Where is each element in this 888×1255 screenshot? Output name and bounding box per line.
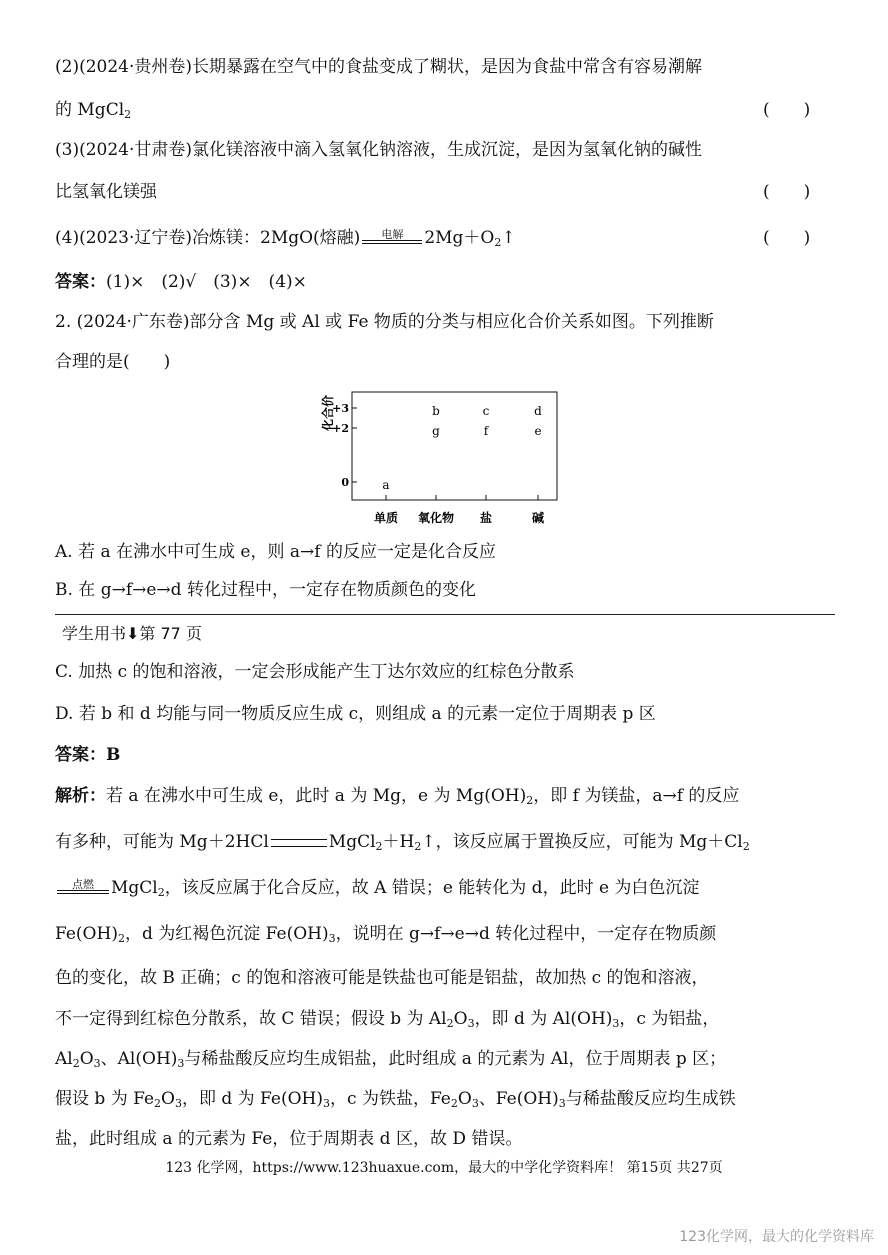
data-point-b: b bbox=[432, 404, 440, 418]
x-tick-label: 碱 bbox=[531, 511, 545, 525]
page-footer: 123 化学网，https://www.123huaxue.com，最大的中学化学资料库！ 第15页 共27页 bbox=[165, 1160, 723, 1176]
q2-answer: 答案：B bbox=[55, 745, 121, 765]
q2-stem-line2: 合理的是( ) bbox=[55, 352, 171, 372]
q1-item3-answer-blank: ( ) bbox=[763, 182, 811, 202]
q1-item2-line2: 的 MgCl$_2$ bbox=[55, 100, 132, 121]
page-marker: 学生用书⬇第 77 页 bbox=[62, 624, 202, 643]
q2-option-c: C. 加热 c 的饱和溶液，一定会形成能产生丁达尔效应的红棕色分散系 bbox=[55, 662, 575, 682]
analysis-line-6: 不一定得到红棕色分散系，故 C 错误；假设 b 为 $Al_2O_3$，即 d 为 $Al(OH)_3$，c 为铝盐， bbox=[55, 1009, 720, 1030]
q1-answer: 答案：(1)× (2)√ (3)× (4)× bbox=[55, 272, 307, 292]
q2-stem-line1: 2. (2024·广东卷)部分含 Mg 或 Al 或 Fe 物质的分类与相应化合价关系如图。下列推断 bbox=[55, 312, 714, 332]
q1-item2-line1: (2)(2024·贵州卷)长期暴露在空气中的食盐变成了糊状，是因为食盐中常含有容易潮解 bbox=[55, 57, 703, 77]
analysis-line-1: 解析：若 a 在沸水中可生成 e，此时 a 为 Mg，e 为 $Mg(OH)_2$，即 f 为镁盐，a→f 的反应 bbox=[55, 786, 740, 807]
y-tick-label: 0 bbox=[341, 476, 349, 489]
data-point-e: e bbox=[534, 424, 542, 438]
q2-option-b: B. 在 g→f→e→d 转化过程中，一定存在物质颜色的变化 bbox=[55, 580, 476, 600]
x-tick-label: 单质 bbox=[373, 511, 399, 525]
q2-option-a: A. 若 a 在沸水中可生成 e，则 a→f 的反应一定是化合反应 bbox=[55, 542, 496, 562]
watermark: 123化学网，最大的化学资料库 bbox=[679, 1229, 874, 1245]
valence-chart bbox=[310, 388, 570, 530]
analysis-line-8: 假设 b 为 $Fe_2O_3$，即 d 为 $Fe(OH)_3$，c 为铁盐，$Fe_2O_3$、$Fe(OH)_3$与稀盐酸反应均生成铁 bbox=[55, 1089, 736, 1110]
data-point-g: g bbox=[432, 424, 440, 438]
q1-item3-line2: 比氢氧化镁强 bbox=[55, 182, 157, 202]
data-point-a: a bbox=[382, 478, 390, 492]
analysis-line-4: $Fe(OH)_2$，d 为红褐色沉淀 $Fe(OH)_3$，说明在 g→f→e→d 转化过程中，一定存在物质颜 bbox=[55, 924, 717, 945]
q1-item3-line1: (3)(2024·甘肃卷)氯化镁溶液中滴入氢氧化钠溶液，生成沉淀，是因为氢氧化钠的碱性 bbox=[55, 140, 703, 160]
data-point-c: c bbox=[482, 404, 490, 418]
q1-item4: (4)(2023·辽宁卷)冶炼镁：2MgO(熔融) 电解 $2Mg+O_2↑$ bbox=[55, 227, 516, 249]
analysis-line-5: 色的变化，故 B 正确；c 的饱和溶液可能是铁盐也可能是铝盐，故加热 c 的饱和溶液， bbox=[55, 968, 709, 988]
q1-item4-answer-blank: ( ) bbox=[763, 228, 811, 248]
data-point-f: f bbox=[483, 424, 489, 438]
q1-item2-answer-blank: ( ) bbox=[763, 100, 811, 120]
analysis-line-2: 有多种，可能为 Mg＋2HCl $MgCl_2+H_2↑$，该反应属于置换反应，可能为 $Mg+Cl_2$ bbox=[55, 832, 750, 853]
y-tick-label: +2 bbox=[332, 422, 349, 435]
page-divider bbox=[55, 614, 835, 615]
q2-option-d: D. 若 b 和 d 均能与同一物质反应生成 c，则组成 a 的元素一定位于周期表 p 区 bbox=[55, 704, 656, 724]
analysis-line-3: 点燃 MgCl$_2$，该反应属于化合反应，故 A 错误；e 能转化为 d，此时 e 为白色沉淀 bbox=[55, 876, 699, 905]
y-axis-label: 化合价 bbox=[321, 394, 335, 432]
data-point-d: d bbox=[534, 404, 542, 418]
electrolysis-condition: 电解 bbox=[360, 229, 424, 249]
analysis-line-7: $Al_2O_3$、$Al(OH)_3$与稀盐酸反应均生成铝盐，此时组成 a 的元素为 Al，位于周期表 p 区； bbox=[55, 1049, 727, 1070]
x-tick-label: 盐 bbox=[479, 511, 493, 525]
x-tick-label: 氧化物 bbox=[417, 511, 455, 525]
ignition-condition: 点燃 bbox=[55, 879, 111, 899]
equals-sign bbox=[271, 839, 327, 847]
analysis-line-9: 盐，此时组成 a 的元素为 Fe，位于周期表 d 区，故 D 错误。 bbox=[55, 1129, 523, 1149]
y-tick-label: +3 bbox=[332, 402, 349, 415]
